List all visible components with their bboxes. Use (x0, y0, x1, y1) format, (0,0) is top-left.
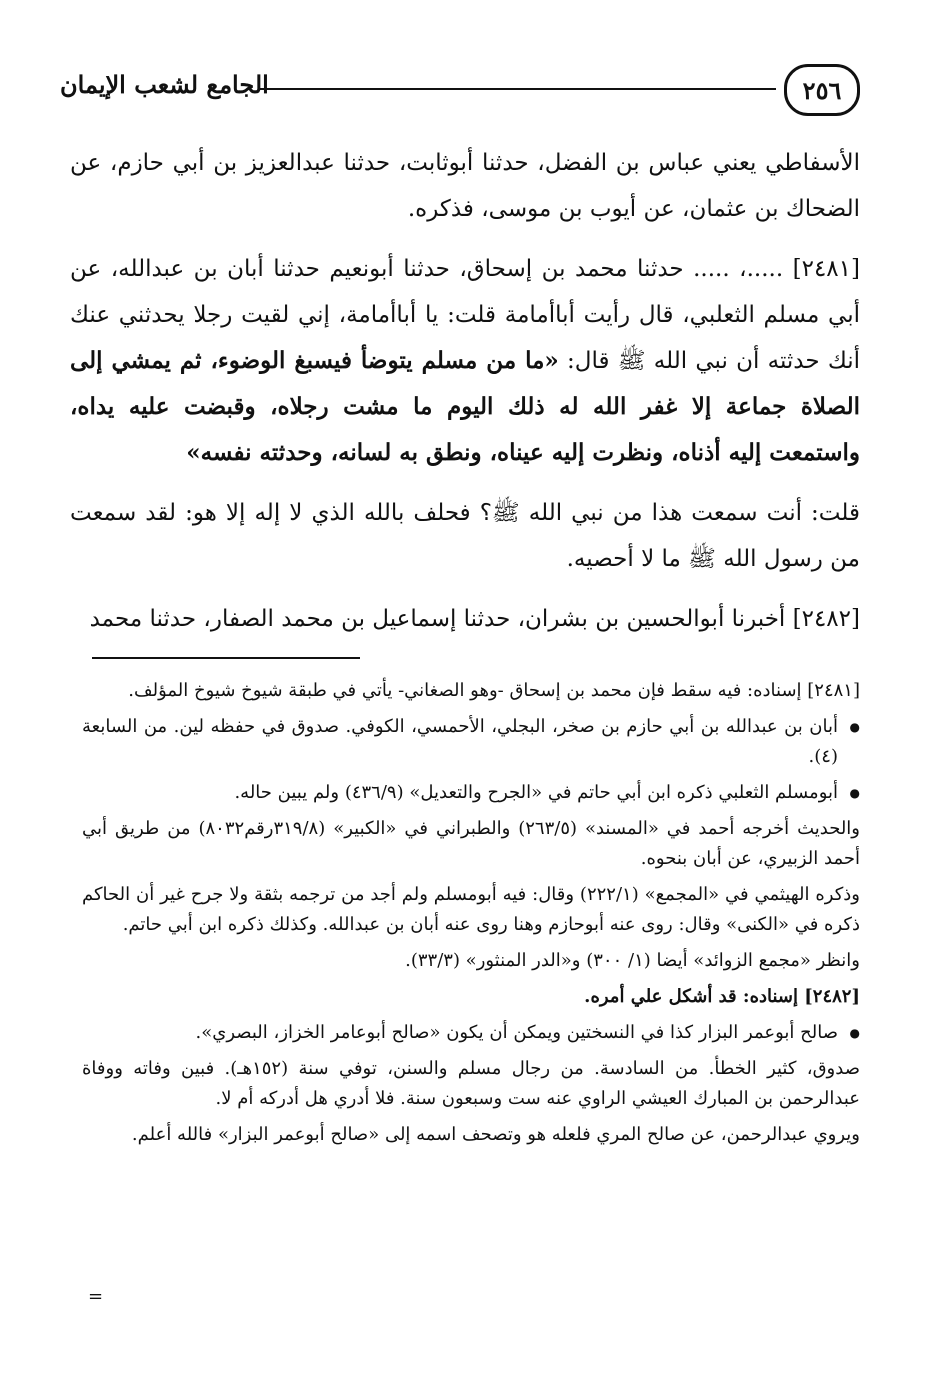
note-takhrij: والحديث أخرجه أحمد في «المسند» (٢٦٣/٥) والطبراني في «الكبير» (٣١٩/٨رقم٨٠٣٢) من طريق أبي أحمد الزبيري، عن أبان بنحوه. (82, 818, 860, 869)
hadith-2481-matn: «ما من مسلم يتوضأ فيسبغ الوضوء، ثم يمشي إلى الصلاة جماعة إلا غفر الله له ذلك اليوم ما مشت رجلاه، وقبضت عليه يداه، واستمعت إليه أذناه، ونظرت إليه عيناه، ونطق به لسانه، وحدثته نفسه» (70, 347, 860, 466)
page-number: ٢٥٦ (784, 64, 860, 116)
note-salih: ● صالح أبوعمر البزار كذا في النسختين ويمكن أن يكون «صالح أبوعامر الخزاز، البصري». (82, 1018, 860, 1048)
note-haythami: وذكره الهيثمي في «المجمع» (٢٢٢/١) وقال: فيه أبومسلم ولم أجد من ترجمه بثقة ولا جرح غير أن الحاكم ذكره في «الكنى» وقال: روى عنه أبوحازم وهنا روى عنه أبان بن عبدالله. وكذلك ذكره ابن أبي حاتم. (82, 884, 860, 935)
paragraph-1: الأسفاطي يعني عباس بن الفضل، حدثنا أبوثابت، حدثنا عبدالعزيز بن أبي حازم، عن الضحاك بن عثمان، عن أيوب بن موسى، فذكره. (70, 150, 860, 222)
note-abu-muslim: ● أبومسلم الثعلبي ذكره ابن أبي حاتم في «الجرح والتعديل» (٤٣٦/٩) ولم يبين حاله. (82, 778, 860, 808)
note-2482-heading: [٢٤٨٢] إسناده: قد أشكل علي أمره. (584, 986, 860, 1007)
hadith-2481 (70, 246, 860, 476)
paragraph-3: قلت: أنت سمعت هذا من نبي الله ﷺ؟ فحلف بالله الذي لا إله إلا هو: لقد سمعت من رسول الله ﷺ ما لا أحصيه. (70, 500, 860, 572)
note-2481-heading: [٢٤٨١] إسناده: فيه سقط فإن محمد بن إسحاق -وهو الصغاني- يأتي في طبقة شيوخ شيوخ المؤلف. (128, 680, 860, 701)
running-header (60, 62, 860, 118)
footnotes (82, 676, 860, 1156)
footnote-separator (92, 657, 360, 659)
hadith-2481-isnad: [٢٤٨١] .....، ..... حدثنا محمد بن إسحاق، حدثنا أبونعيم حدثنا أبان بن عبدالله، عن أبي مسلم الثعلبي، قال رأيت أباأمامة قلت: يا أباأمامة، إني لقيت رجلا يحدثني عنك أنك حدثته أن نبي الله ﷺ قال: (70, 256, 860, 374)
note-murri: ويروي عبدالرحمن، عن صالح المري فلعله هو وتصحف اسمه إلى «صالح أبوعمر البزار» فالله أعلم. (131, 1124, 860, 1145)
main-text (70, 140, 860, 656)
hadith-2482: [٢٤٨٢] أخبرنا أبوالحسين بن بشران، حدثنا إسماعيل بن محمد الصفار، حدثنا محمد (89, 606, 860, 632)
note-aban: ● أبان بن عبدالله بن أبي حازم بن صخر، البجلي، الأحمسي، الكوفي. صدوق في حفظه لين. من السابعة (٤). (82, 712, 860, 772)
note-see-also: وانظر «مجمع الزوائد» أيضا (١/ ٣٠٠) و«الدر المنثور» (٣٣/٣). (405, 950, 860, 971)
continuation-mark: = (88, 1286, 104, 1307)
book-title: الجامع لشعب الإيمان (60, 70, 269, 99)
note-saduq: صدوق، كثير الخطأ. من السادسة. من رجال مسلم والسنن، توفي سنة (١٥٢هـ). فبين وفاته ووفاة عبدالرحمن بن المبارك العيشي الراوي عنه ست وسبعون سنة. فلا أدري هل أدركه أم لا. (82, 1058, 860, 1109)
header-rule (260, 88, 776, 90)
